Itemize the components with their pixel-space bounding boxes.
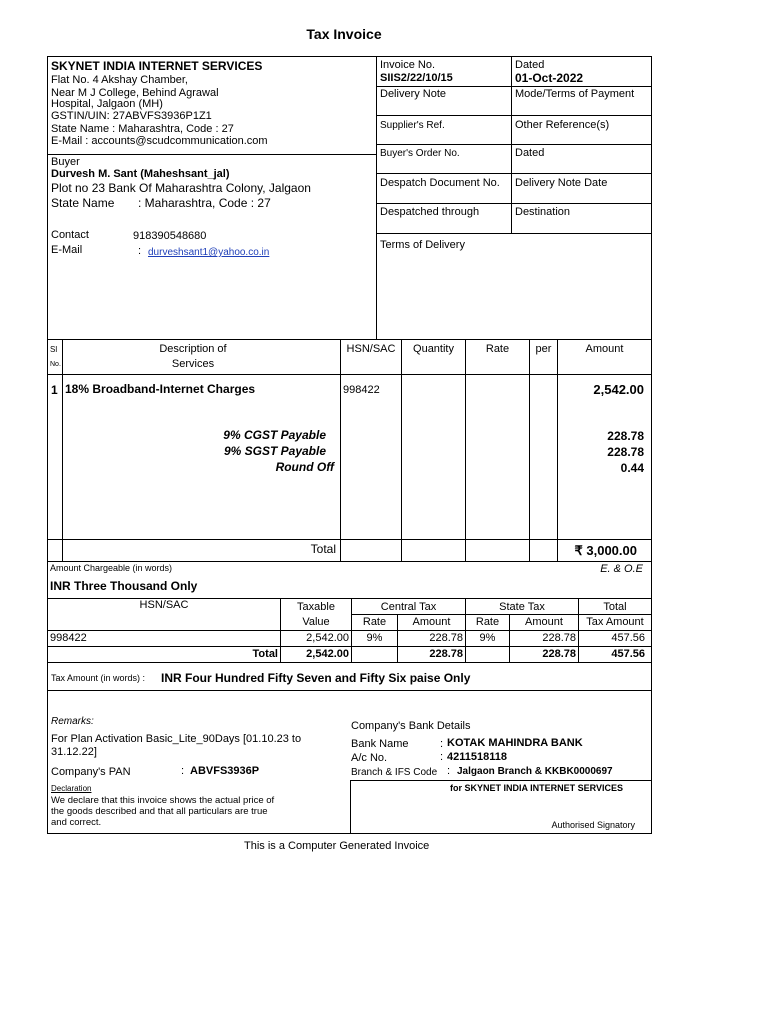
seller-gstin: GSTIN/UIN: 27ABVFS3936P1Z1 (51, 110, 212, 122)
company-pan: ABVFS3936P (190, 765, 260, 777)
buyer-contact-label: Contact (51, 229, 89, 241)
bank-details-title: Company's Bank Details (351, 720, 471, 732)
grand-total: ₹ 3,000.00 (574, 543, 637, 558)
eoe-label: E. & O.E (600, 563, 643, 575)
hsn-col-state: State Tax (499, 601, 545, 613)
amount-in-words: INR Three Thousand Only (50, 579, 198, 593)
col-line (340, 339, 341, 561)
despatch-doc-label: Despatch Document No. (380, 177, 500, 189)
cgst-label: 9% CGST Payable (223, 428, 326, 442)
declaration-line-1: We declare that this invoice shows the actual price of (51, 795, 275, 806)
col-hsn: HSN/SAC (346, 343, 396, 355)
hsn-col-c-rate: Rate (362, 616, 387, 628)
item-amount: 2,542.00 (593, 382, 644, 397)
hsn-row-line (47, 646, 652, 647)
declaration-line-2: the goods described and that all particulars are true (51, 806, 268, 817)
declaration-line-3: and correct. (51, 817, 102, 828)
hsn-total-tax: 457.56 (611, 648, 645, 660)
items-header-line (47, 374, 652, 375)
meta-line (376, 115, 652, 116)
invoice-title: Tax Invoice (306, 26, 382, 42)
invoice-date: 01-Oct-2022 (515, 71, 584, 85)
seller-line: Near M J College, Behind Agrawal (51, 87, 219, 99)
signatory-box-top (350, 780, 652, 781)
seller-line: Flat No. 4 Akshay Chamber, (51, 74, 188, 86)
sgst-label: 9% SGST Payable (223, 444, 326, 458)
footer-note: This is a Computer Generated Invoice (244, 840, 430, 852)
hsn-row-c-rate: 9% (366, 632, 383, 644)
hsn-header-line (47, 630, 652, 631)
delivery-note-date-label: Delivery Note Date (515, 177, 608, 189)
col-desc-2: Services (171, 358, 215, 370)
seller-name: SKYNET INDIA INTERNET SERVICES (51, 59, 263, 73)
buyer-email-colon: : (138, 245, 142, 257)
hsn-total-taxable: 2,542.00 (306, 648, 349, 660)
dated-label: Dated (515, 59, 545, 71)
hsn-row-hsn: 998422 (50, 632, 87, 644)
mode-of-payment-label: Mode/Terms of Payment (515, 88, 635, 100)
hsn-col-c-amount: Amount (412, 616, 451, 628)
branch-label: Branch & IFS Code (351, 767, 438, 778)
buyers-order-label: Buyer's Order No. (380, 148, 460, 159)
delivery-note-label: Delivery Note (380, 88, 447, 100)
ac-label: A/c No. (351, 752, 388, 764)
amount-in-words-label: Amount Chargeable (in words) (50, 563, 173, 573)
col-quantity: Quantity (413, 343, 454, 355)
hsn-col-total-1: Total (603, 601, 627, 613)
col-rate: Rate (485, 343, 510, 355)
tax-words-line (47, 690, 652, 691)
meta-line (376, 203, 652, 204)
col-per: per (535, 343, 552, 355)
ac-colon: : (440, 751, 444, 763)
buyer-state-value: : Maharashtra, Code : 27 (138, 196, 271, 210)
tax-in-words-label: Tax Amount (in words) : (51, 673, 146, 683)
signatory-box-left (350, 780, 351, 833)
hsn-col-s-amount: Amount (525, 616, 563, 628)
bank-name-colon: : (440, 738, 444, 750)
hsn-row-taxable: 2,542.00 (306, 632, 349, 644)
buyer-email-label: E-Mail (51, 244, 83, 256)
col-sl-1: Sl (50, 345, 58, 354)
buyer-label: Buyer (51, 156, 80, 168)
item-sl: 1 (51, 383, 58, 397)
hsn-col-taxable-1: Taxable (297, 601, 335, 613)
seller-state: State Name : Maharashtra, Code : 27 (51, 123, 234, 135)
items-top-line (47, 339, 652, 340)
remarks-line-2: 31.12.22] (51, 746, 97, 758)
hsn-row-c-amount: 228.78 (429, 632, 463, 644)
signatory-for: for SKYNET INDIA INTERNET SERVICES (449, 783, 623, 793)
pan-label: Company's PAN (51, 766, 131, 778)
buyer-state-label: State Name (51, 196, 115, 210)
pan-colon: : (181, 765, 185, 777)
buyer-email-link[interactable]: durveshsant1@yahoo.co.in (148, 247, 270, 258)
frame-bottom (47, 833, 652, 834)
bank-name-label: Bank Name (351, 738, 409, 750)
hsn-row-s-rate: 9% (479, 632, 496, 644)
col-line (465, 339, 466, 561)
frame-top (47, 56, 652, 57)
declaration-label: Declaration (51, 784, 92, 793)
cgst-amount: 228.78 (607, 429, 644, 443)
seller-line: Hospital, Jalgaon (MH) (51, 98, 163, 110)
branch-ifsc: Jalgaon Branch & KKBK0000697 (457, 766, 613, 777)
hsn-total-c-amount: 228.78 (429, 648, 463, 660)
invoice-no-label: Invoice No. (380, 59, 436, 71)
header-divider (376, 56, 377, 339)
hsn-bottom-line (47, 662, 652, 663)
round-off-label: Round Off (275, 460, 334, 474)
branch-colon: : (447, 765, 451, 777)
invoice-no: SIIS2/22/10/15 (380, 72, 453, 84)
col-amount: Amount (585, 343, 624, 355)
account-number: 4211518118 (447, 751, 507, 763)
hsn-row-total: 457.56 (611, 632, 645, 644)
buyer-address: Plot no 23 Bank Of Maharashtra Colony, Jalgaon (51, 181, 311, 195)
sgst-amount: 228.78 (607, 445, 644, 459)
round-off-amount: 0.44 (620, 461, 644, 475)
col-line (62, 339, 63, 561)
hsn-total-label: Total (252, 648, 278, 660)
hsn-col-taxable-2: Value (302, 616, 330, 628)
meta-line (376, 86, 652, 87)
dated2-label: Dated (515, 147, 545, 159)
meta-line (376, 173, 652, 174)
authorised-signatory: Authorised Signatory (551, 820, 635, 830)
col-sl-2: No. (50, 361, 61, 368)
hsn-total-s-amount: 228.78 (542, 648, 576, 660)
seller-buyer-divider (47, 154, 377, 155)
remarks-line-1: For Plan Activation Basic_Lite_90Days [01.10.23 to (51, 733, 302, 745)
meta-line (376, 144, 652, 145)
item-description: 18% Broadband-Internet Charges (65, 382, 256, 396)
remarks-label: Remarks: (51, 716, 94, 727)
hsn-col-central: Central Tax (380, 601, 437, 613)
items-total-bottom-line (47, 561, 652, 562)
meta-divider (511, 56, 512, 234)
hsn-col-s-rate: Rate (475, 616, 500, 628)
items-total-top-line (47, 539, 652, 540)
hsn-row-s-amount: 228.78 (542, 632, 576, 644)
col-line (401, 339, 402, 561)
meta-line (376, 233, 652, 234)
hsn-col-hsn: HSN/SAC (139, 599, 189, 611)
bank-name: KOTAK MAHINDRA BANK (447, 737, 583, 749)
item-hsn: 998422 (343, 384, 380, 396)
hsn-col-total-2: Tax Amount (586, 616, 644, 628)
terms-of-delivery-label: Terms of Delivery (380, 239, 465, 251)
tax-in-words: INR Four Hundred Fifty Seven and Fifty Six paise Only (161, 671, 471, 685)
other-ref-label: Other Reference(s) (515, 119, 610, 131)
buyer-contact: 918390548680 (133, 230, 207, 242)
suppliers-ref-label: Supplier's Ref. (380, 120, 445, 131)
buyer-name: Durvesh M. Sant (Maheshsant_jal) (51, 168, 230, 180)
frame-left (47, 56, 48, 834)
seller-email: E-Mail : accounts@scudcommunication.com (51, 135, 268, 147)
items-total-label: Total (310, 542, 336, 556)
despatched-through-label: Despatched through (380, 206, 480, 218)
destination-label: Destination (515, 206, 571, 218)
col-line (529, 339, 530, 561)
col-desc-1: Description of (159, 343, 227, 355)
